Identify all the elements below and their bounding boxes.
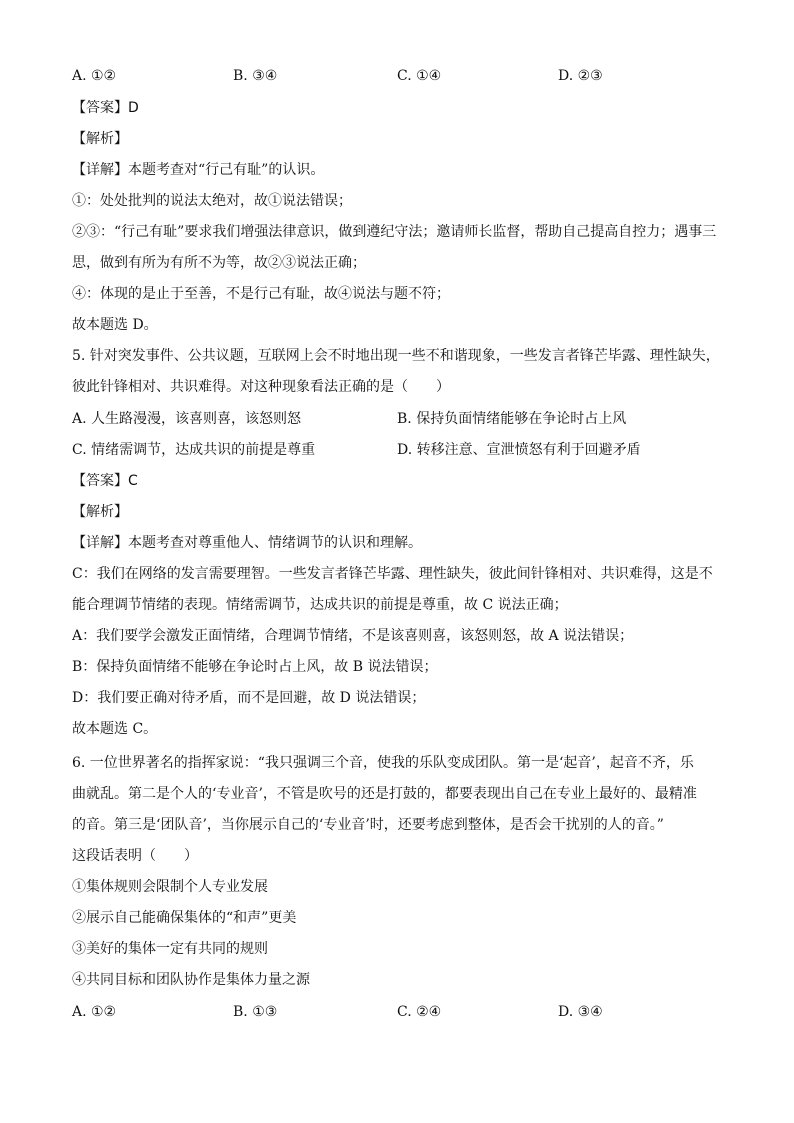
q6-option-c: C. ②④ [397,1004,442,1020]
q5-option-a: A. 人生路漫漫，该喜则喜，该怒则怒 [72,411,302,427]
q6-statement-1: ①集体规则会限制个人专业发展 [72,879,268,895]
q5-stem-line-2: 彼此针锋相对、共识难得。对这种现象看法正确的是（ ） [72,379,450,395]
q5-point-c-2: 能合理调节情绪的表现。情绪需调节，达成共识的前提是尊重，故 C 说法正确； [72,597,568,613]
q5-point-d: D：我们要正确对待矛盾，而不是回避，故 D 说法错误； [72,690,426,706]
q4-option-d: D. ②③ [558,68,603,84]
q4-conclusion: 故本题选 D。 [72,317,158,333]
q4-point-3: ④：体现的是止于至善，不是行己有耻，故④说法与题不符； [72,286,450,302]
q4-point-1: ①：处处批判的说法太绝对，故①说法错误； [72,193,352,209]
q6-statement-2: ②展示自己能确保集体的“和声”更美 [72,910,297,926]
q4-analysis-heading: 【解析】 [72,131,128,147]
q5-detail: 【详解】本题考查对尊重他人、情绪调节的认识和理解。 [72,535,422,551]
q5-point-b: B：保持负面情绪不能够在争论时占上风，故 B 说法错误； [72,659,438,675]
q6-stem-line-3: 的音。第三是‘团队音’，当你展示自己的‘专业音’时，还要考虑到整体，是否会干扰别的人的音。” [72,817,664,833]
q4-option-a: A. ①② [72,68,117,84]
q6-option-d: D. ③④ [558,1004,603,1020]
q5-point-c-1: C：我们在网络的发言需要理智。一些发言者锋芒毕露、理性缺失，彼此间针锋相对、共识难得，这是不 [72,566,713,582]
q6-statement-3: ③美好的集体一定有共同的规则 [72,941,268,957]
q6-statement-4: ④共同目标和团队协作是集体力量之源 [72,972,310,988]
q6-stem-line-4: 这段话表明（ ） [72,848,198,864]
q5-answer: 【答案】C [72,473,138,489]
q6-stem-line-2: 曲就乱。第二是个人的‘专业音’，不管是吹号的还是打鼓的，都要表现出自己在专业上最好的、最精准 [72,786,697,802]
q4-option-b: B. ③④ [233,68,278,84]
q4-answer: 【答案】D [72,100,139,116]
q5-option-d: D. 转移注意、宣泄愤怒有利于回避矛盾 [397,442,641,458]
q4-point-2a: ②③：“行己有耻”要求我们增强法律意识，做到遵纪守法；邀请师长监督，帮助自己提高自控力；遇事三 [72,224,717,240]
q5-option-c: C. 情绪需调节，达成共识的前提是尊重 [72,442,316,458]
q6-option-b: B. ①③ [233,1004,278,1020]
q5-analysis-heading: 【解析】 [72,504,128,520]
q5-conclusion: 故本题选 C。 [72,721,158,737]
q5-stem-line-1: 5. 针对突发事件、公共议题，互联网上会不时地出现一些不和谐现象，一些发言者锋芒毕露、理性缺失， [72,348,720,364]
q4-point-2b: 思，做到有所为有所不为等，故②③说法正确； [72,255,366,271]
q4-option-c: C. ①④ [397,68,442,84]
q6-stem-line-1: 6. 一位世界著名的指挥家说：“我只强调三个音，使我的乐队变成团队。第一是‘起音’，起音不齐，乐 [72,755,694,771]
q6-option-a: A. ①② [72,1004,117,1020]
q4-detail: 【详解】本题考查对“行己有耻”的认识。 [72,162,325,178]
q5-point-a: A：我们要学会激发正面情绪，合理调节情绪，不是该喜则喜，该怒则怒，故 A 说法错误； [72,628,634,644]
q5-option-b: B. 保持负面情绪能够在争论时占上风 [397,411,627,427]
